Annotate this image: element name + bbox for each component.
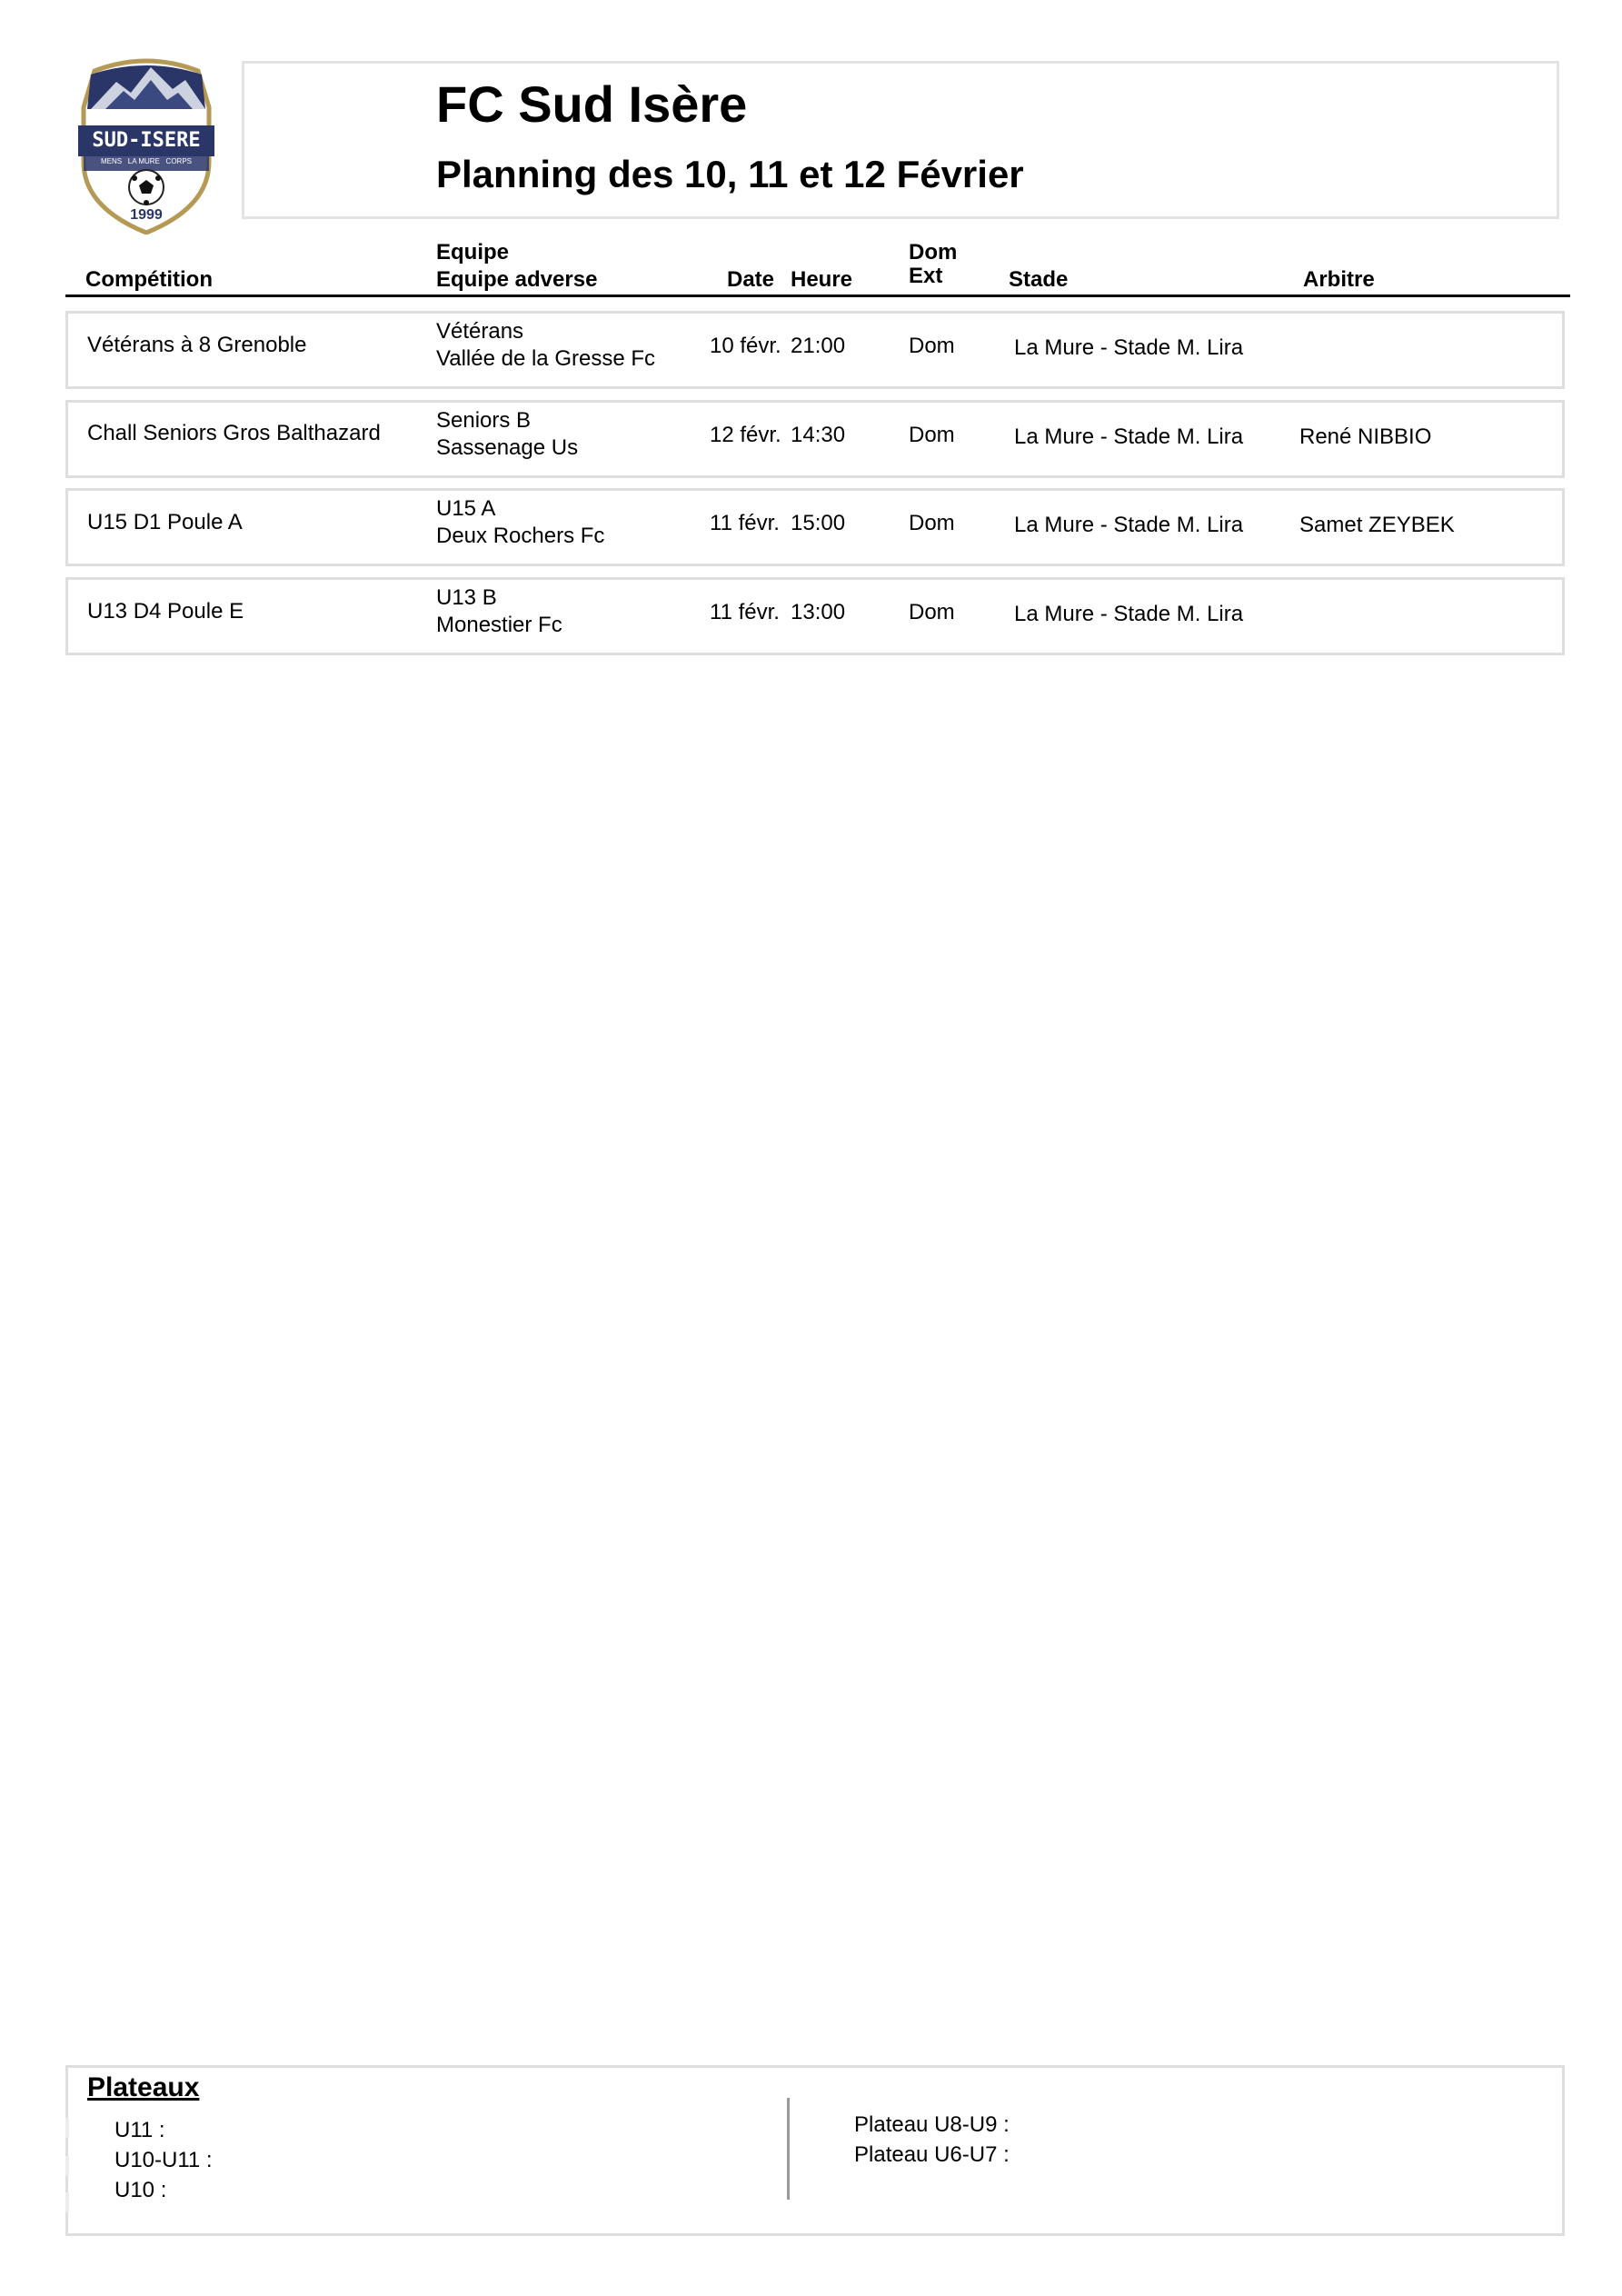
row-stadium: La Mure - Stade M. Lira — [1014, 513, 1244, 537]
row-date: 11 févr. — [710, 600, 780, 624]
footer-edge-mark — [65, 2118, 69, 2138]
column-header-arbitre: Arbitre — [1303, 267, 1375, 292]
plateau-left-line: U10-U11 : — [114, 2148, 213, 2172]
row-referee: Samet ZEYBEK — [1299, 513, 1455, 537]
row-competition: Chall Seniors Gros Balthazard — [87, 421, 381, 445]
logo-places: MENS LA MURE CORPS — [100, 157, 193, 165]
row-opponent: Vallée de la Gresse Fc — [436, 346, 655, 371]
plateau-left-line: U10 : — [114, 2178, 167, 2202]
row-time: 14:30 — [791, 423, 846, 447]
row-stadium: La Mure - Stade M. Lira — [1014, 602, 1244, 626]
row-date: 10 févr. — [710, 334, 781, 358]
row-domext: Dom — [909, 334, 955, 358]
column-header-stade: Stade — [1009, 267, 1069, 292]
column-header-equipe-adverse: Equipe adverse — [436, 267, 598, 292]
plateaux-title: Plateaux — [87, 2072, 200, 2102]
row-date: 11 févr. — [710, 511, 780, 535]
row-competition: Vétérans à 8 Grenoble — [87, 333, 307, 357]
row-team: Vétérans — [436, 319, 524, 344]
row-domext: Dom — [909, 600, 955, 624]
row-time: 15:00 — [791, 511, 846, 535]
row-team: U13 B — [436, 585, 497, 610]
footer-edge-mark — [65, 2156, 69, 2176]
row-team: Seniors B — [436, 408, 532, 433]
logo-top-text: FOOTBALL CLUB — [97, 113, 195, 124]
row-date: 12 févr. — [710, 423, 781, 447]
header-divider — [65, 294, 1570, 297]
row-competition: U13 D4 Poule E — [87, 599, 244, 624]
plateaux-box — [65, 2065, 1565, 2236]
row-stadium: La Mure - Stade M. Lira — [1014, 424, 1244, 449]
column-header-dom: Dom — [909, 240, 958, 265]
row-stadium: La Mure - Stade M. Lira — [1014, 335, 1244, 360]
plateaux-divider — [787, 2098, 790, 2200]
plateau-right-line: Plateau U6-U7 : — [854, 2142, 1010, 2167]
page-subtitle: Planning des 10, 11 et 12 Février — [436, 153, 1024, 195]
row-referee: René NIBBIO — [1299, 424, 1432, 449]
club-logo — [78, 53, 214, 235]
row-opponent: Sassenage Us — [436, 435, 579, 460]
row-opponent: Monestier Fc — [436, 613, 562, 637]
column-header-ext: Ext — [909, 264, 943, 288]
column-header-date: Date — [727, 267, 775, 292]
plateau-right-line: Plateau U8-U9 : — [854, 2112, 1010, 2137]
logo-year: 1999 — [130, 207, 163, 223]
row-competition: U15 D1 Poule A — [87, 510, 243, 534]
row-domext: Dom — [909, 423, 955, 447]
column-header-equipe: Equipe — [436, 240, 510, 265]
row-time: 21:00 — [791, 334, 846, 358]
row-domext: Dom — [909, 511, 955, 535]
row-team: U15 A — [436, 496, 496, 521]
page-title: FC Sud Isère — [436, 75, 748, 133]
column-header-heure: Heure — [791, 267, 853, 292]
plateau-left-line: U11 : — [114, 2118, 165, 2142]
row-time: 13:00 — [791, 600, 846, 624]
logo-club-name: SUD-ISERE — [92, 129, 201, 152]
footer-edge-mark — [65, 2192, 69, 2212]
column-header-competition: Compétition — [85, 267, 213, 292]
row-opponent: Deux Rochers Fc — [436, 524, 605, 548]
